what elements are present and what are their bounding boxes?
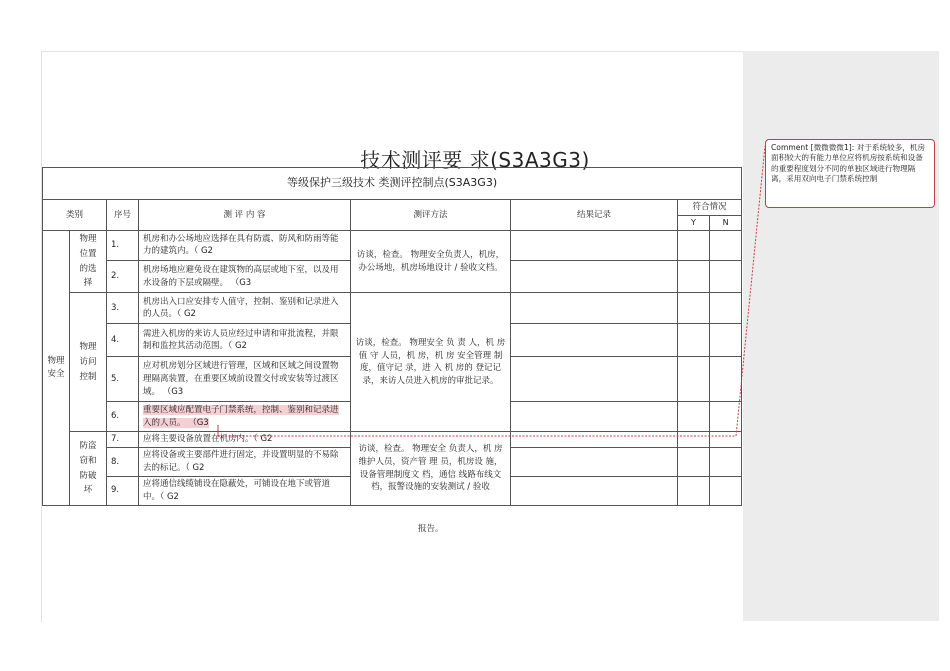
category-label: 物理安全 <box>47 356 65 379</box>
document-title: 技术测评要 求(S3A3G3) <box>360 148 590 172</box>
subcategory-label: 物理位置的选择 <box>79 233 97 289</box>
method-cell: 访谈，检查。 物理安全 负责人，机 房维护人员，资产管 理 员，机房设 施，设备管理制度文 档，通信 线路布线文档，报警设施的安装测试 / 验收 <box>351 432 511 506</box>
content-cell: 应将通信线缆铺设在隐蔽处，可铺设在地下或管道中。（ G2 <box>139 476 351 505</box>
content-cell: 需进入机房的来访人员应经过申请和审批流程，并限制和监控其活动范围。（ G2 <box>139 324 351 357</box>
method-cell: 访谈，检查。 物理安全负责人，机房，办公场地，机房场地设计 / 验收文档。 <box>351 230 511 293</box>
content-cell: 应将主要设备放置在机房内。（ G2 <box>139 432 351 448</box>
seq-cell: 1. <box>107 230 139 260</box>
header-compliance: 符合情况 <box>678 200 742 216</box>
seq-cell: 4. <box>107 324 139 357</box>
comment-balloon[interactable]: Comment [微微微微1]: 对于系统较多，机房面积较大的有能力单位应将机房按系统和设备的重要程度划分不同的单独区域进行物理隔离，采用双向电子门禁系统控制 <box>765 139 935 208</box>
seq-cell: 8. <box>107 448 139 477</box>
content-cell: 应对机房划分区域进行管理，区域和区域之间设置物理隔离装置，在重要区域前设置交付或安装等过渡区域。 （G3 <box>139 357 351 402</box>
seq-cell: 6. <box>107 402 139 432</box>
subcategory-label: 防盗窃和防破坏 <box>79 440 97 496</box>
subcategory-label: 物理访问控制 <box>79 341 97 382</box>
content-cell: 机房出入口应安排专人值守，控制、鉴别和记录进入的人员。（ G2 <box>139 293 351 324</box>
content-cell: 机房场地应避免设在建筑物的高层或地下室，以及用水设备的下层或隔壁。 （G3 <box>139 260 351 292</box>
header-content: 测 评 内 容 <box>139 200 351 231</box>
content-cell: 应将设备或主要部件进行固定，并设置明显的不易除去的标记。（ G2 <box>139 448 351 477</box>
table-caption: 等级保护三级技术 类测评控制点(S3A3G3) <box>43 168 742 200</box>
header-category: 类别 <box>43 200 107 231</box>
header-yes: Y <box>678 215 710 230</box>
seq-cell: 3. <box>107 293 139 324</box>
method-overflow-text: 报告。 <box>418 524 444 534</box>
header-seq: 序号 <box>107 200 139 231</box>
method-cell: 访谈，检查。 物理安全 负 责 人，机 房 值 守 人员，机 房，机 房 安全管理 制度，值守记 录，进 入 机 房的 登记记录，来访人员进入机房的审批记录。 <box>351 293 511 432</box>
content-cell: 机房和办公场地应选择在具有防震、防风和防雨等能力的建筑内。（ G2 <box>139 230 351 260</box>
seq-cell: 5. <box>107 357 139 402</box>
commented-text-highlight[interactable]: 重要区域应配置电子门禁系统，控制、鉴别和记录进入的人员。 （G3 <box>143 405 339 428</box>
seq-cell: 2. <box>107 260 139 292</box>
header-no: N <box>710 215 742 230</box>
header-method: 测评方法 <box>351 200 511 231</box>
seq-cell: 7. <box>107 432 139 448</box>
header-result: 结果记录 <box>511 200 678 231</box>
seq-cell: 9. <box>107 476 139 505</box>
